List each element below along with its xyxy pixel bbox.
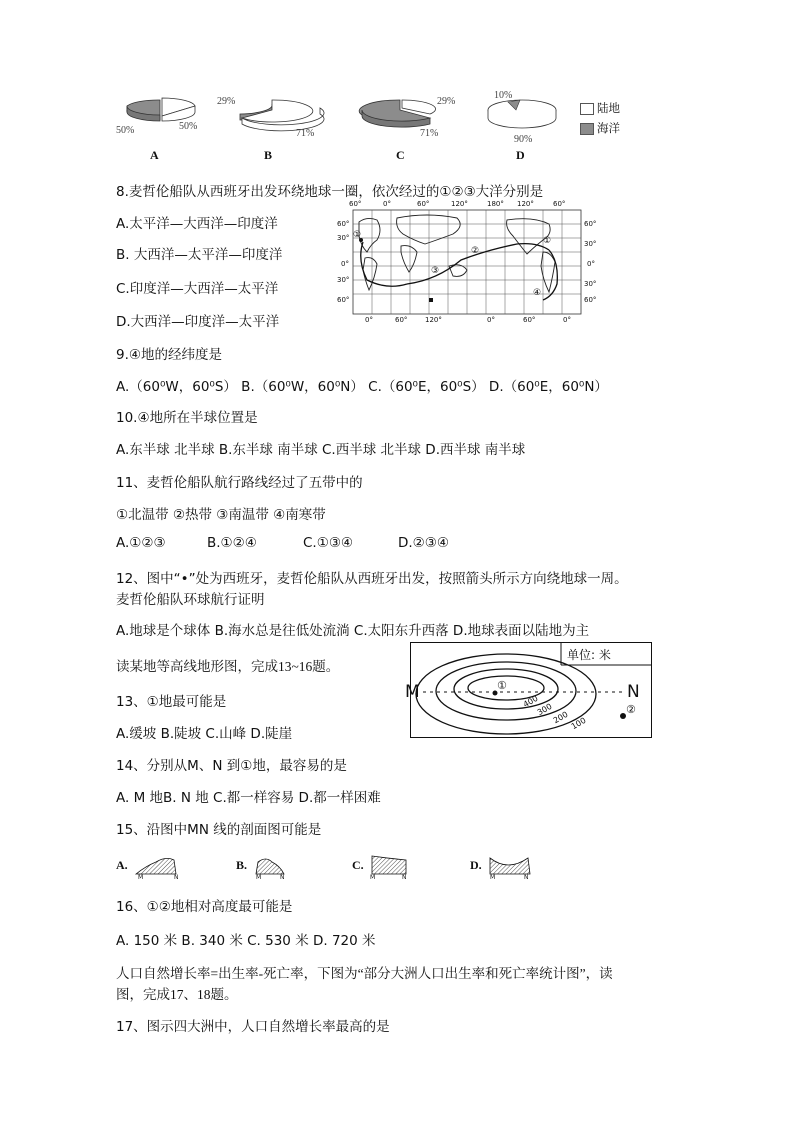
pie-b-ocean-label: 29% [217,96,236,107]
intro-13-16: 读某地等高线地形图，完成13~16题。 [116,659,340,674]
q14-options[interactable]: A. M 地B. N 地 C.都一样容易 D.都一样困难 [116,790,381,806]
q10-options[interactable]: A.东半球 北半球 B.东半球 南半球 C.西半球 北半球 D.西半球 南半球 [116,442,526,458]
map-bottom-tick-4: 60° [523,316,536,324]
q13-options[interactable]: A.缓坡 B.陡坡 C.山峰 D.陡崖 [116,726,293,742]
map-bottom-tick-0: 0° [365,316,373,324]
q15-option-a[interactable]: A. [116,858,128,872]
legend-ocean-swatch [580,123,594,135]
q15-stem: 15、沿图中MN 线的剖面图可能是 [116,822,322,838]
q14-stem: 14、分别从M、N 到①地，最容易的是 [116,758,347,774]
q15-c-n: N [402,874,407,881]
map-marker-1-right: ① [543,236,552,246]
pie-a-land-label: 50% [179,121,198,132]
map-top-tick-1: 0° [383,200,391,208]
map-marker-2: ② [471,246,480,256]
q8-stem: 8.麦哲伦船队从西班牙出发环绕地球一圈，依次经过的①②③大洋分别是 [116,184,544,200]
q13-stem: 13、①地最可能是 [116,694,227,710]
map-right-tick-3: 30° [584,280,597,288]
q15-b-n: N [280,874,285,881]
pie-b [240,100,324,131]
q15-c-m: M [370,874,376,881]
contour-label-300: 300 [535,701,554,718]
q15-option-c[interactable]: C. [352,858,364,872]
map-left-tick-0: 60° [337,220,350,228]
contour-label-100: 100 [569,715,588,732]
pie-b-caption: B [264,148,273,162]
q8-option-c[interactable]: C.印度洋—大西洋—太平洋 [116,281,279,297]
q15-option-b[interactable]: B. [236,858,248,872]
map-bottom-tick-2: 120° [425,316,442,324]
legend-land-label: 陆地 [597,101,620,115]
contour-point-m: M [405,682,420,702]
map-marker-3: ③ [431,266,440,276]
map-top-tick-0: 60° [349,200,362,208]
pie-d-caption: D [516,148,525,162]
q10-stem: 10.④地所在半球位置是 [116,410,258,426]
map-bottom-tick-1: 60° [395,316,408,324]
pie-d [488,100,556,128]
pie-c [359,100,435,127]
map-top-tick-2: 60° [417,200,430,208]
q15-a-n: N [174,874,179,881]
q11-option-d[interactable]: D.②③④ [398,535,449,551]
pie-a-caption: A [150,148,159,162]
map-top-tick-5: 120° [517,200,534,208]
legend-ocean-label: 海洋 [597,121,620,135]
contour-map [405,642,652,738]
map-left-tick-3: 30° [337,276,350,284]
pie-d-ocean-label: 10% [494,90,513,101]
pie-c-land-label: 71% [420,128,439,139]
q11-option-c[interactable]: C.①③④ [303,535,354,551]
map-bottom-tick-3: 0° [487,316,495,324]
map-right-tick-1: 30° [584,240,597,248]
pie-a [127,98,195,121]
q11-items: ①北温带 ②热带 ③南温带 ④南寒带 [116,507,326,523]
q15-a-m: M [138,874,144,881]
q8-option-b[interactable]: B. 大西洋—太平洋—印度洋 [116,247,283,263]
contour-point-n: N [627,682,640,702]
contour-point-1: ① [497,679,507,692]
q9-options[interactable]: A.（60⁰W，60⁰S） B.（60⁰W，60⁰N） C.（60⁰E，60⁰S） D.（60⁰E，60⁰N） [116,379,608,395]
contour-label-200: 200 [551,709,570,726]
map-left-tick-1: 30° [337,234,350,242]
q16-stem: 16、①②地相对高度最可能是 [116,899,293,915]
q17-stem: 17、图示四大洲中，人口自然增长率最高的是 [116,1019,390,1035]
intro-17-line2: 图，完成17、18题。 [116,987,238,1002]
q8-option-a[interactable]: A.太平洋—大西洋—印度洋 [116,216,278,232]
map-left-tick-2: 0° [341,260,349,268]
pie-b-land-label: 71% [296,128,315,139]
map-top-tick-4: 180° [487,200,504,208]
map-left-tick-4: 60° [337,296,350,304]
pie-a-ocean-label: 50% [116,125,135,136]
contour-label-400: 400 [521,693,540,710]
map-right-tick-4: 60° [584,296,597,304]
legend-land-swatch [580,103,594,115]
map-bottom-tick-5: 0° [563,316,571,324]
q11-option-b[interactable]: B.①②④ [207,535,257,551]
q12-options[interactable]: A.地球是个球体 B.海水总是往低处流淌 C.太阳东升西落 D.地球表面以陆地为主 [116,623,590,639]
pie-c-caption: C [396,148,405,162]
q15-option-d[interactable]: D. [470,858,482,872]
world-map [337,200,601,332]
q16-options[interactable]: A. 150 米 B. 340 米 C. 530 米 D. 720 米 [116,933,376,949]
intro-17-line1: 人口自然增长率=出生率-死亡率，下图为“部分大洲人口出生率和死亡率统计图”，读 [116,966,613,981]
map-marker-1-left: ① [353,230,362,240]
q15-d-n: N [524,874,529,881]
map-top-tick-6: 60° [553,200,566,208]
map-top-tick-3: 120° [451,200,468,208]
q12-stem-line2: 麦哲伦船队环球航行证明 [116,592,265,608]
q15-b-m: M [256,874,262,881]
q9-stem: 9.④地的经纬度是 [116,347,222,363]
map-marker-4: ④ [533,288,542,298]
q15-profile-options [116,852,556,882]
q11-stem: 11、麦哲伦船队航行路线经过了五带中的 [116,475,363,491]
pie-c-ocean-label: 29% [437,96,456,107]
q12-stem-line1: 12、图中“•”处为西班牙，麦哲伦船队从西班牙出发，按照箭头所示方向绕地球一周。 [116,571,628,587]
map-right-tick-0: 60° [584,220,597,228]
pie-d-land-label: 90% [514,134,533,145]
map-right-tick-2: 0° [587,260,595,268]
q11-option-a[interactable]: A.①②③ [116,535,166,551]
q8-option-d[interactable]: D.大西洋—印度洋—太平洋 [116,314,280,330]
q15-d-m: M [490,874,496,881]
contour-point-2: ② [626,703,636,716]
contour-unit: 单位: 米 [567,648,611,662]
